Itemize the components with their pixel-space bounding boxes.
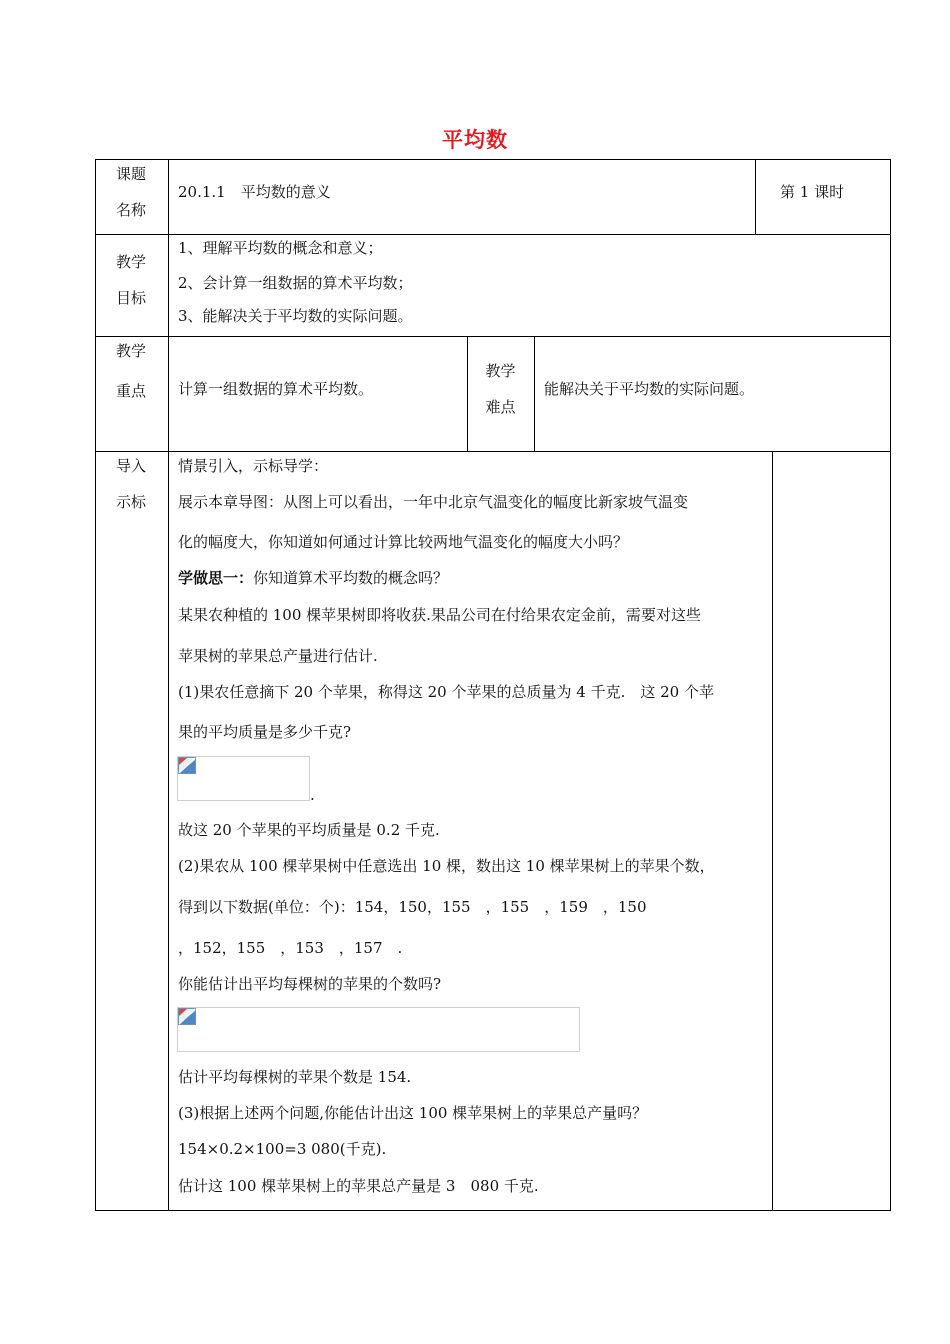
problem-line: (2)果农从 100 棵苹果树中任意选出 10 棵，数出这 10 棵苹果树上的苹果个数， xyxy=(178,857,715,875)
intro-line: 情景引入，示标导学： xyxy=(178,457,329,475)
row-label-topic: 名称 xyxy=(115,201,146,219)
column-divider xyxy=(772,451,773,1211)
column-divider xyxy=(168,159,169,1211)
problem-line: 果的平均质量是多少千克? xyxy=(178,723,352,741)
formula-period: . xyxy=(310,786,315,804)
table-border-right xyxy=(890,159,891,1211)
table-border-left xyxy=(95,159,96,1211)
column-divider xyxy=(755,159,756,235)
column-divider xyxy=(534,336,535,452)
row-label-keypoint: 教学 xyxy=(115,342,146,360)
problem-line: 估计这 100 棵苹果树上的苹果总产量是 3 080 千克. xyxy=(178,1177,539,1195)
intro-line: 展示本章导图：从图上可以看出，一年中北京气温变化的幅度比新家坡气温变 xyxy=(178,493,689,511)
think-section-line xyxy=(178,568,448,588)
row-label-difficulty: 难点 xyxy=(485,398,516,416)
problem-line: 154×0.2×100=3 080(千克). xyxy=(178,1140,387,1158)
think-section-question: 你知道算术平均数的概念吗？ xyxy=(253,569,449,587)
table-border-top xyxy=(95,159,891,160)
formula-image xyxy=(177,756,310,801)
broken-image-icon xyxy=(178,1008,196,1025)
row-label-goals: 教学 xyxy=(115,253,146,271)
problem-line: 故这 20 个苹果的平均质量是 0.2 千克. xyxy=(178,821,440,839)
row-label-keypoint: 重点 xyxy=(115,382,146,400)
intro-line: 化的幅度大，你知道如何通过计算比较两地气温变化的幅度大小吗？ xyxy=(178,533,629,551)
problem-line: 得到以下数据(单位：个)：154，150，155 ，155 ，159 ，150 xyxy=(178,898,647,916)
row-divider xyxy=(95,336,891,337)
lesson-period: 第 1 课时 xyxy=(780,183,845,201)
problem-line: 某果农种植的 100 棵苹果树即将收获.果品公司在付给果农定金前，需要对这些 xyxy=(178,606,701,624)
row-label-difficulty: 教学 xyxy=(485,362,516,380)
keypoint-content: 计算一组数据的算术平均数。 xyxy=(178,380,374,398)
problem-line: 估计平均每棵树的苹果个数是 154. xyxy=(178,1068,412,1086)
goal-item: 1、理解平均数的概念和意义； xyxy=(178,239,383,257)
goal-item: 2、会计算一组数据的算术平均数； xyxy=(178,274,413,292)
row-divider xyxy=(95,234,891,235)
problem-line: ，152，155 ，153 ，157 . xyxy=(178,939,403,957)
page-title: 平均数 xyxy=(442,128,508,152)
row-label-topic: 课题 xyxy=(115,165,146,183)
column-divider xyxy=(467,336,468,452)
lesson-topic: 20.1.1 平均数的意义 xyxy=(178,183,331,201)
row-label-intro: 示标 xyxy=(115,493,146,511)
problem-line: (3)根据上述两个问题,你能估计出这 100 棵苹果树上的苹果总产量吗？ xyxy=(178,1104,648,1122)
difficulty-content: 能解决关于平均数的实际问题。 xyxy=(544,380,755,398)
think-section-heading: 学做思一： xyxy=(178,569,254,587)
problem-line: 你能估计出平均每棵树的苹果的个数吗? xyxy=(178,975,442,993)
goal-item: 3、能解决关于平均数的实际问题。 xyxy=(178,307,413,325)
row-label-intro: 导入 xyxy=(115,457,146,475)
formula-image xyxy=(177,1007,580,1052)
broken-image-icon xyxy=(178,757,196,774)
problem-line: (1)果农任意摘下 20 个苹果，称得这 20 个苹果的总质量为 4 千克. 这 20 个苹 xyxy=(178,683,714,701)
row-label-goals: 目标 xyxy=(115,289,146,307)
problem-line: 苹果树的苹果总产量进行估计. xyxy=(178,647,378,665)
